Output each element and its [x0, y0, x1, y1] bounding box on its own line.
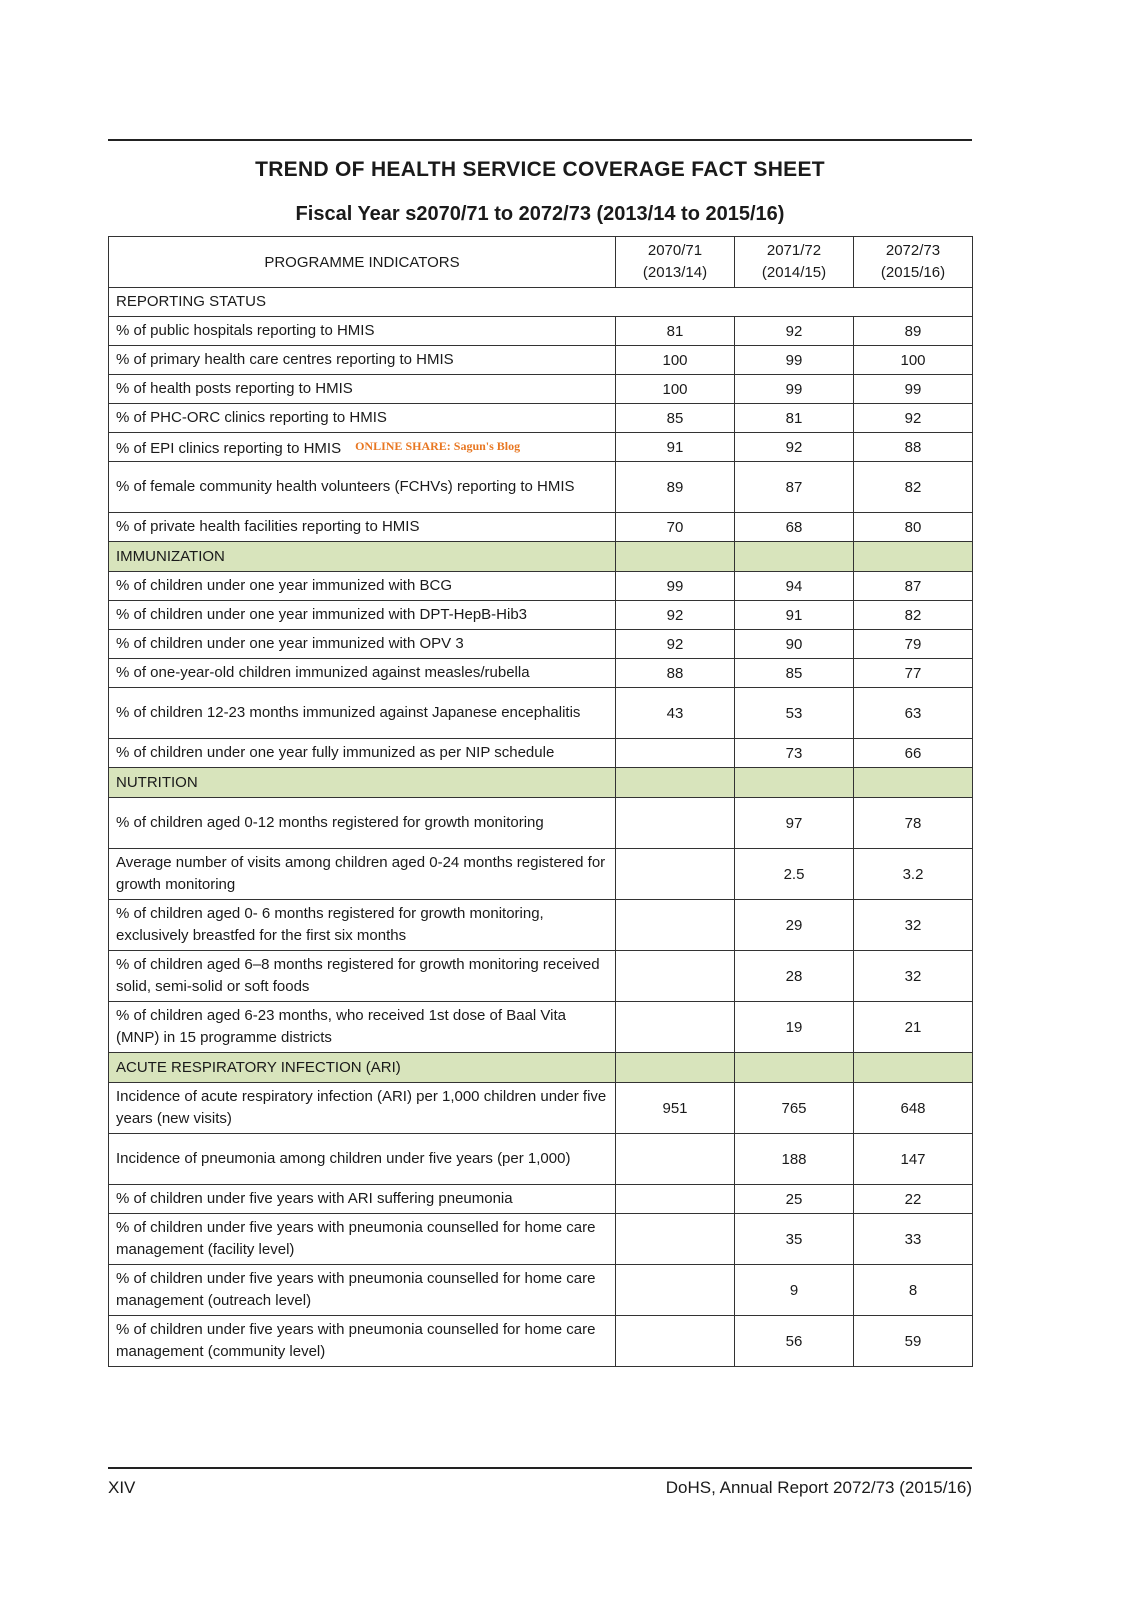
value-cell: 63 [854, 688, 973, 739]
value-cell [616, 1002, 735, 1053]
value-cell: 82 [854, 601, 973, 630]
indicator-text: Incidence of acute respiratory infection (ARI) per 1,000 children under five years (new visits) [116, 1088, 607, 1127]
table-row [109, 346, 973, 375]
indicator-text: % of PHC-ORC clinics reporting to HMIS [116, 409, 387, 426]
indicator-text: % of children under five years with pneumonia counselled for home care management (facility level) [116, 1219, 596, 1258]
year-label-ad: (2015/16) [880, 264, 946, 281]
value-cell: 188 [735, 1134, 854, 1185]
indicator-label [109, 1214, 616, 1265]
value-cell: 53 [735, 688, 854, 739]
indicator-label [109, 572, 616, 601]
table-row [109, 1134, 973, 1185]
value-cell: 82 [854, 462, 973, 513]
header-programme-indicators: PROGRAMME INDICATORS [109, 237, 616, 288]
value-cell: 92 [854, 404, 973, 433]
page-subtitle: Fiscal Year s2070/71 to 2072/73 (2013/14 to 2015/16) [295, 203, 785, 225]
section-empty-cell [735, 542, 854, 572]
table-row [109, 1214, 973, 1265]
value-cell: 89 [616, 462, 735, 513]
value-cell: 92 [735, 317, 854, 346]
indicator-label [109, 900, 616, 951]
table-row [109, 462, 973, 513]
value-cell [616, 1185, 735, 1214]
indicator-text: Incidence of pneumonia among children under five years (per 1,000) [116, 1150, 571, 1167]
value-cell: 29 [735, 900, 854, 951]
table-row [109, 688, 973, 739]
value-cell: 99 [616, 572, 735, 601]
header-year [854, 237, 973, 288]
value-cell: 99 [735, 375, 854, 404]
page-number: XIV [108, 1478, 136, 1497]
section-empty-cell [735, 768, 854, 798]
indicator-text: % of children under one year immunized with DPT-HepB-Hib3 [116, 606, 528, 623]
header-year [735, 237, 854, 288]
indicator-text: % of primary health care centres reporting to HMIS [116, 351, 454, 368]
year-label-ad: (2014/15) [761, 264, 827, 281]
section-title: IMMUNIZATION [109, 542, 616, 572]
value-cell: 648 [854, 1083, 973, 1134]
value-cell: 79 [854, 630, 973, 659]
year-label: 2071/72 [766, 242, 822, 259]
value-cell: 765 [735, 1083, 854, 1134]
value-cell: 43 [616, 688, 735, 739]
bottom-rule [108, 1467, 972, 1469]
value-cell [616, 798, 735, 849]
indicator-text: % of children aged 6–8 months registered for growth monitoring received solid, semi-solid or soft foods [116, 956, 600, 995]
value-cell: 3.2 [854, 849, 973, 900]
indicator-label [109, 798, 616, 849]
watermark-text: ONLINE SHARE: Sagun's Blog [355, 438, 521, 453]
table-row [109, 404, 973, 433]
value-cell: 2.5 [735, 849, 854, 900]
indicator-label [109, 1134, 616, 1185]
value-cell: 951 [616, 1083, 735, 1134]
value-cell: 94 [735, 572, 854, 601]
table-row [109, 659, 973, 688]
value-cell: 28 [735, 951, 854, 1002]
indicator-label [109, 375, 616, 404]
page-title: TREND OF HEALTH SERVICE COVERAGE FACT SHEET [255, 158, 825, 181]
indicator-label [109, 1083, 616, 1134]
value-cell: 91 [735, 601, 854, 630]
value-cell: 97 [735, 798, 854, 849]
table-row [109, 1316, 973, 1367]
indicator-text: % of health posts reporting to HMIS [116, 380, 353, 397]
table-row [109, 433, 973, 462]
value-cell: 88 [854, 433, 973, 462]
value-cell: 22 [854, 1185, 973, 1214]
footer-source: DoHS, Annual Report 2072/73 (2015/16) [665, 1478, 972, 1497]
indicator-label [109, 659, 616, 688]
indicator-label [109, 404, 616, 433]
value-cell: 89 [854, 317, 973, 346]
value-cell: 77 [854, 659, 973, 688]
value-cell: 35 [735, 1214, 854, 1265]
indicator-text: % of one-year-old children immunized against measles/rubella [116, 664, 530, 681]
indicator-text: % of female community health volunteers (FCHVs) reporting to HMIS [116, 478, 575, 495]
value-cell [616, 951, 735, 1002]
table-row [109, 572, 973, 601]
value-cell: 8 [854, 1265, 973, 1316]
value-cell [616, 849, 735, 900]
value-cell: 99 [735, 346, 854, 375]
value-cell: 68 [735, 513, 854, 542]
section-header-row [109, 542, 973, 572]
indicator-label [109, 462, 616, 513]
value-cell: 81 [616, 317, 735, 346]
indicator-text: % of children 12-23 months immunized against Japanese encephalitis [116, 704, 581, 721]
table-row [109, 849, 973, 900]
table-row [109, 601, 973, 630]
value-cell: 73 [735, 739, 854, 768]
value-cell: 32 [854, 951, 973, 1002]
indicator-label [109, 513, 616, 542]
table-row [109, 951, 973, 1002]
value-cell [616, 1134, 735, 1185]
indicator-text: % of children under five years with pneumonia counselled for home care management (community level) [116, 1321, 596, 1360]
value-cell: 99 [854, 375, 973, 404]
indicator-text: Average number of visits among children aged 0-24 months registered for growth monitoring [116, 854, 606, 893]
indicator-label [109, 317, 616, 346]
year-label: 2072/73 [885, 242, 941, 259]
value-cell: 92 [735, 433, 854, 462]
value-cell: 25 [735, 1185, 854, 1214]
indicator-label [109, 739, 616, 768]
indicator-text: % of children aged 0-12 months registered for growth monitoring [116, 814, 544, 831]
value-cell: 90 [735, 630, 854, 659]
indicator-text: % of children under one year fully immunized as per NIP schedule [116, 744, 555, 761]
value-cell: 87 [735, 462, 854, 513]
value-cell: 80 [854, 513, 973, 542]
value-cell: 81 [735, 404, 854, 433]
table-row [109, 798, 973, 849]
value-cell: 66 [854, 739, 973, 768]
value-cell: 70 [616, 513, 735, 542]
indicator-text: % of public hospitals reporting to HMIS [116, 322, 375, 339]
value-cell: 19 [735, 1002, 854, 1053]
value-cell [616, 739, 735, 768]
value-cell: 85 [735, 659, 854, 688]
indicator-text: % of EPI clinics reporting to HMIS [116, 439, 342, 457]
table-row [109, 375, 973, 404]
value-cell: 33 [854, 1214, 973, 1265]
indicator-text: % of children under one year immunized with OPV 3 [116, 635, 464, 652]
indicator-label [109, 433, 616, 462]
indicator-label [109, 688, 616, 739]
indicator-label [109, 1265, 616, 1316]
section-empty-cell [616, 1053, 735, 1083]
value-cell: 100 [854, 346, 973, 375]
section-empty-cell [735, 1053, 854, 1083]
value-cell: 92 [616, 630, 735, 659]
table-row [109, 1265, 973, 1316]
value-cell: 100 [616, 375, 735, 404]
value-cell: 32 [854, 900, 973, 951]
section-empty-cell [854, 768, 973, 798]
section-empty-cell [616, 768, 735, 798]
section-header-row [109, 288, 973, 317]
table-row [109, 900, 973, 951]
value-cell: 59 [854, 1316, 973, 1367]
table-row [109, 513, 973, 542]
indicator-text: % of children aged 0- 6 months registered for growth monitoring, exclusively breastfed for the first six months [116, 905, 544, 944]
value-cell: 85 [616, 404, 735, 433]
section-header-row [109, 1053, 973, 1083]
header-year [616, 237, 735, 288]
indicator-text: % of private health facilities reporting to HMIS [116, 518, 420, 535]
value-cell: 147 [854, 1134, 973, 1185]
indicator-label [109, 849, 616, 900]
section-title: ACUTE RESPIRATORY INFECTION (ARI) [109, 1053, 616, 1083]
table-row [109, 739, 973, 768]
table-row [109, 1185, 973, 1214]
indicator-label [109, 951, 616, 1002]
top-rule [108, 139, 972, 141]
value-cell [616, 900, 735, 951]
indicator-text: % of children under five years with ARI suffering pneumonia [116, 1190, 513, 1207]
indicator-label [109, 1316, 616, 1367]
indicator-text: % of children aged 6-23 months, who received 1st dose of Baal Vita (MNP) in 15 programme districts [116, 1007, 566, 1046]
fact-sheet-table [108, 236, 973, 1367]
value-cell: 92 [616, 601, 735, 630]
section-empty-cell [616, 542, 735, 572]
value-cell: 9 [735, 1265, 854, 1316]
table-row [109, 1083, 973, 1134]
table-header-row [109, 237, 973, 288]
value-cell: 78 [854, 798, 973, 849]
table-row [109, 317, 973, 346]
section-empty-cell [854, 1053, 973, 1083]
value-cell: 91 [616, 433, 735, 462]
indicator-label [109, 1002, 616, 1053]
indicator-label [109, 630, 616, 659]
value-cell [616, 1316, 735, 1367]
value-cell: 21 [854, 1002, 973, 1053]
value-cell: 88 [616, 659, 735, 688]
section-title: NUTRITION [109, 768, 616, 798]
section-empty-cell [854, 542, 973, 572]
value-cell: 56 [735, 1316, 854, 1367]
indicator-label [109, 601, 616, 630]
indicator-text: % of children under one year immunized with BCG [116, 577, 452, 594]
table-row [109, 630, 973, 659]
indicator-label [109, 1185, 616, 1214]
value-cell [616, 1214, 735, 1265]
value-cell: 100 [616, 346, 735, 375]
indicator-label [109, 346, 616, 375]
section-header-row [109, 768, 973, 798]
year-label-ad: (2013/14) [642, 264, 708, 281]
table-row [109, 1002, 973, 1053]
indicator-text: % of children under five years with pneumonia counselled for home care management (outreach level) [116, 1270, 596, 1309]
year-label: 2070/71 [647, 242, 703, 259]
value-cell [616, 1265, 735, 1316]
value-cell: 87 [854, 572, 973, 601]
section-title: REPORTING STATUS [109, 288, 973, 317]
